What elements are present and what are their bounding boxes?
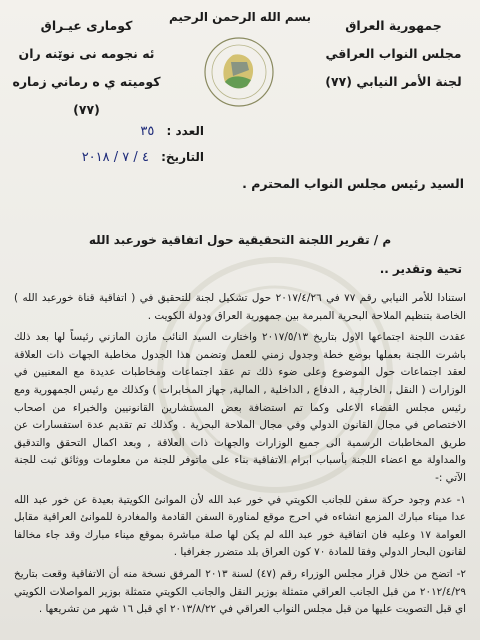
header-right-line-2: مجلس النواب العراقي — [325, 46, 462, 61]
body-paragraph: عقدت اللجنة اجتماعها الاول بتاريخ ٢٠١٧/٥/١٣ واختارت السيد النائب مازن المازني رئيساً لها بعد ذلك باشرت اللجنة بعملها بوضع خطة وجدول زمني للعمل وتضمن هذا الجدول مخاطبة الجهات ذات العلاقة لعقد اجتماعات حول الموضوع وعلى ضوء ذلك تم عقد اجتماعات ومخاطبات عديدة مع المعنيين في الوزارات ( النقل , الخارجية , الدفاع , الداخلية , المالية, جهاز المخابرات ) وكذلك مع رئيس الجمهورية ومع رئيس مجلس القضاء الاعلى وكما تم استضافة بعض المستشارين القانونيين والخبراء من اصحاب الاختصاص في مجال القانون الدولي وفي مجال الملاحة البحرية . وكذلك تم تقديم عدة استفسارات عن طريق المخاطبات الرسمية الى جميع الوزارات والجهات ذات العلاقة , وبعد اكمال التحقق والتدقيق والمداولة مع اعضاء اللجنة بأسباب ابرام الاتفاقية بناء على ماتوفر للجنة من معلومات ووثائق ثبت للجنة الآتي :- — [14, 331, 467, 484]
body-paragraph: ٢- اتضح من خلال قرار مجلس الوزراء رقم (٤٧) لسنة ٢٠١٣ المرفق نسخة منه أن الاتفاقية وقعت بتاريخ ٢٠١٢/٤/٢٩ من قبل الجانب العراقي متمثلة بوزير النقل والجانب الكويتي متمثلة بوزير المواصلات الكويتي اي قبل التصويت عليها من قبل مجلس النواب العراقي في ٢٠١٣/٨/٢٢ اي قبل ١٦ شهر من تشريعها . — [14, 567, 466, 616]
header-left-line-3: كوميته ي ه رماني زماره (٧٧) — [12, 74, 161, 117]
header-left — [4, 12, 169, 124]
date-value: ٤ / ٧ / ٢٠١٨ — [81, 150, 149, 165]
date-label: التاريخ: — [161, 150, 204, 164]
body-paragraph: استنادا للأمر النيابي رقم ٧٧ في ٢٠١٧/٤/٢٦ حول تشكيل لجنة للتحقيق في ( اتفاقية قناة خورعبد الله ) الخاصة بتنظيم الملاحة البحرية المبرمة بين جمهورية العراق ودولة الكويت . — [14, 292, 466, 322]
header-right-line-3: لجنة الأمر النيابي (٧٧) — [325, 74, 462, 89]
header-right-line-1: جمهورية العراق — [345, 18, 442, 33]
number-value: ٣٥ — [140, 124, 155, 139]
header-left-line-1: كومارى عيـراق — [40, 18, 133, 33]
subject-line: م / تقرير اللجنة التحقيقية حول اتفاقية خورعبد الله — [88, 233, 392, 247]
recipient: السيد رئيس مجلس النواب المحترم . — [242, 176, 464, 191]
body-paragraph: ١- عدم وجود حركة سفن للجانب الكويتي في خور عبد الله لأن الموانئ الكويتية بعيدة عن خور عبد الله عدا ميناء مبارك المزمع انشاءه في احرج موقع لمناورة السفن القادمة والمغادرة للموانئ العراقية مقابل العوامة ١٧ وعليه فان اتفاقية خور عبد الله لم يكن لها صلة مباشرة بموقع ميناء مبارك وقد جاء مخالفا لقانون البحار الدولي وفقا للمادة ٧٠ كون العراق بلد متضرر جغرافيا . — [14, 493, 466, 559]
letter-date — [82, 150, 204, 165]
number-label: العدد : — [166, 124, 204, 138]
parliament-seal-icon — [203, 36, 275, 108]
header-left-line-2: ئه نجومه نى نوێنه ران — [18, 46, 155, 61]
reference-number — [140, 124, 204, 139]
letter-body — [14, 290, 466, 623]
header-right — [311, 12, 476, 96]
greeting: تحية وتقدير .. — [379, 262, 462, 276]
basmala: بسم الله الرحمن الرحيم — [168, 10, 312, 24]
